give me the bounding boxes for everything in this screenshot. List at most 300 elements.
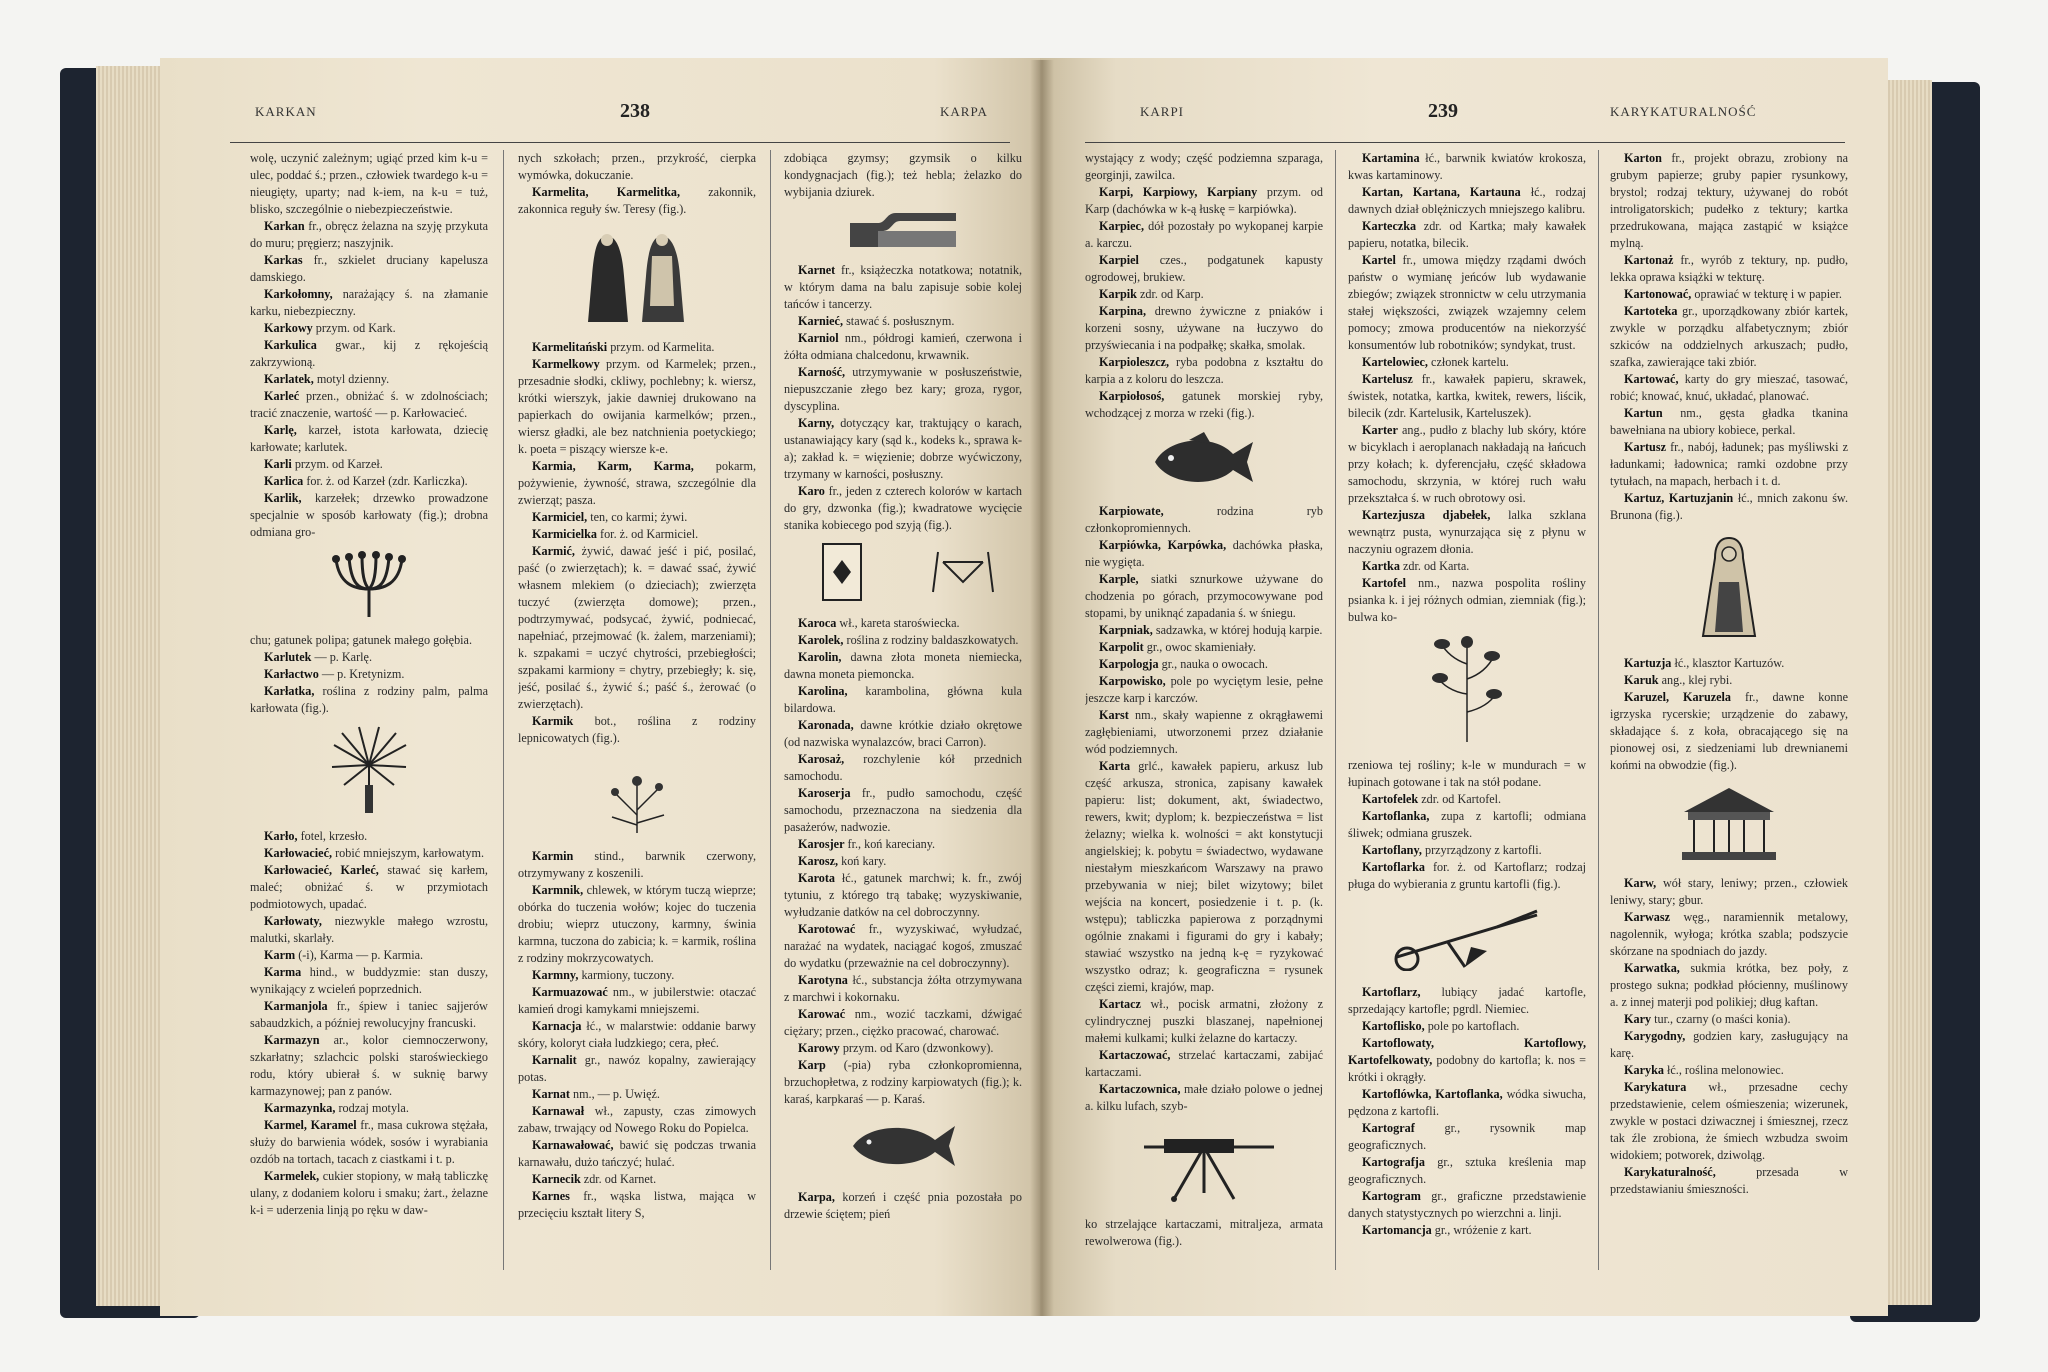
dictionary-entry (1085, 388, 1323, 422)
dictionary-entry (784, 483, 1022, 534)
entry-headword: Karniol (798, 331, 839, 345)
dictionary-entry (250, 371, 488, 388)
dictionary-entry (1348, 1188, 1586, 1222)
entry-headword: Karnawał (532, 1104, 585, 1118)
entry-headword: Karpiówka, Karpówka, (1099, 538, 1227, 552)
page-number: 239 (1428, 100, 1458, 122)
dictionary-entry (784, 785, 1022, 836)
entry-definition: roślina z rodziny palm, palma karłowata (fig.). (250, 684, 488, 715)
entry-definition: fr., wyrób z tektury, np. pudło, lekka oprawa książki w tekturę. (1610, 253, 1848, 284)
entry-headword: Kartoflanka, (1362, 809, 1430, 823)
dictionary-entry (250, 998, 488, 1032)
entry-headword: Karotyna (798, 973, 848, 987)
entry-definition: nm., półdrogi kamień, czerwona i żółta odmiana chalcedonu, krwawnik. (784, 331, 1022, 362)
entry-definition: pole po kartoflach. (1424, 1019, 1520, 1033)
dictionary-entry (1348, 842, 1586, 859)
entry-headword: Karlutek (264, 650, 312, 664)
dictionary-entry (518, 543, 756, 713)
dictionary-entry (1610, 1164, 1848, 1198)
header-rule (1085, 142, 1845, 143)
dictionary-entry (250, 490, 488, 541)
dictionary-entry (1348, 1154, 1586, 1188)
entry-definition: karzełek; drzewko prowadzone specjalnie w sposób karłowaty (fig.); drobna odmiana gro- (250, 491, 488, 539)
entry-headword: Kartuz, Kartuzjanin (1624, 491, 1734, 505)
entry-definition: wł., pocisk armatni, złożony z cylindrycznej puszki blaszanej, napełnionej małemi kulkami; kulki żelazne do kartaczy. (1085, 997, 1323, 1045)
entry-definition: fr., obręcz żelazna na szyję przykuta do muru; pręgierz; naszyjnik. (250, 219, 488, 250)
dictionary-entry (250, 422, 488, 456)
entry-definition: zupa z kartofli; odmiana śliwek; odmiana gruszek. (1348, 809, 1586, 840)
entry-headword: Karpiec, (1099, 219, 1145, 233)
entry-definition: gr., graficzne przedstawienie danych statystycznych po wierzchni a. linji. (1348, 1189, 1586, 1220)
dictionary-entry (1085, 184, 1323, 218)
entry-headword: Karpiel (1099, 253, 1139, 267)
dictionary-entry (250, 683, 488, 717)
entry-definition: gr., uporządkowany zbiór kartek, zwykle w porządku alfabetycznym; zbiór szkiców na oddzielnych arkuszach; pudło, szafka, zawierające taki zbiór. (1610, 304, 1848, 369)
entry-definition: fr., wyzyskiwać, wyłudzać, narażać na wydatek, naciągać kogoś, zmuszać do wydatku (przeważnie na cel dobroczynny). (784, 922, 1022, 970)
dictionary-entry (1085, 503, 1323, 537)
entry-definition: fr., pudło samochodu, część samochodu, przeznaczona na siedzenia dla pasażerów, nadwozie. (784, 786, 1022, 834)
dictionary-entry (1348, 507, 1586, 558)
entry-definition: wł., zapusty, czas zimowych zabaw, trwający od Nowego Roku do Popielca. (518, 1104, 756, 1135)
dictionary-entry (1610, 150, 1848, 252)
dictionary-entry (250, 632, 488, 649)
entry-headword: Karmelitański (532, 340, 608, 354)
entry-headword: Kartan, Kartana, Kartauna (1362, 185, 1521, 199)
entry-headword: Karosjer (798, 837, 845, 851)
entry-definition: grlć., kawałek papieru, arkusz lub część arkusza, stronica, zapisany kawałek papieru: list; dokument, akt, świadectwo, rewers, kwit; dyplom; k. bezpieczeństwa = list żelazny; wielka k. wolności = akt konstytucji angielskiej; k. pobytu = świadectwo, wydawane niestałym mieszkańcom Warszawy na prawo przebywania w niej; bilet wizytowy; bilet wejścia na koncert, posiedzenie i t. p. (k. wstępu); tabliczka papierowa z porządnymi ogólnie znakami i figurami do gry i kabały; stawiać wszystko na jedną k-ę = ryzykować wszystko odraz; k. geograficzna = rysunek części ziemi, krajów, map. (1085, 759, 1323, 994)
entry-definition: siatki sznurkowe używane do chodzenia po górach, przymocowywane pod stopami, by uniknąć zapadania ś. w śniegu. (1085, 572, 1323, 620)
dictionary-entry (784, 836, 1022, 853)
dictionary-entry (1348, 422, 1586, 507)
entry-headword: Kartacz (1099, 997, 1141, 1011)
column-3 (1610, 150, 1848, 1280)
column-rule (1598, 150, 1599, 1270)
dictionary-entry (518, 848, 756, 882)
running-head-right: KARYKATURALNOŚĆ (1610, 104, 1757, 119)
entry-headword: Karotować (798, 922, 856, 936)
dictionary-entry (1610, 875, 1848, 909)
entry-headword: Karpina, (1099, 304, 1147, 318)
entry-definition: — p. Kretynizm. (318, 667, 405, 681)
entry-definition: nm., — p. Uwięź. (569, 1087, 660, 1101)
entry-headword: Karygodny, (1624, 1029, 1686, 1043)
entry-definition: łć., rodzaj dawnych dział oblężniczych mniejszego kalibru. (1348, 185, 1586, 216)
dictionary-entry (1348, 984, 1586, 1018)
entry-headword: Kartelowiec, (1362, 355, 1428, 369)
dictionary-entry (1610, 371, 1848, 405)
entry-definition: gr., nawóz kopalny, zawierający potas. (518, 1053, 756, 1084)
entry-headword: Karłowacieć, (264, 846, 333, 860)
entry-headword: Karkulica (264, 338, 317, 352)
entry-headword: Karpiowate, (1099, 504, 1164, 518)
entry-definition: stind., barwnik czerwony, otrzymywany z koszenili. (518, 849, 756, 880)
entry-headword: Karonada, (798, 718, 854, 732)
entry-definition: gr., nauka o owocach. (1158, 657, 1268, 671)
flower-illustration (518, 755, 756, 840)
entry-definition: zdr. od Kartofel. (1418, 792, 1502, 806)
dictionary-entry (518, 1171, 756, 1188)
molding-illustration (784, 209, 1022, 254)
entry-headword: Karować (798, 1007, 846, 1021)
entry-definition: fr., kawałek papieru, skrawek, świstek, notatka, kartka, kwitek, rewers, liścik, bilecik (zdr. Kartelusik, Karteluszek). (1348, 372, 1586, 420)
entry-definition: pole po wyciętym lesie, pełne jeszcze karp i karczów. (1085, 674, 1323, 705)
gun-illustration (1085, 1123, 1323, 1208)
nuns-illustration (518, 226, 756, 331)
entry-definition: lubiący jadać kartofle, sprzedający kartofle; pgrdl. Niemiec. (1348, 985, 1586, 1016)
entry-headword: Kartofel (1362, 576, 1406, 590)
monk-illustration (1610, 532, 1848, 647)
dictionary-entry (518, 967, 756, 984)
dictionary-entry (1085, 537, 1323, 571)
entry-headword: Kartomancja (1362, 1223, 1432, 1237)
dictionary-entry (1085, 218, 1323, 252)
entry-headword: Karłatka, (264, 684, 315, 698)
entry-definition: for. ż. od Kartoflarz; rodzaj pługa do wybierania z gruntu kartofli (fig.). (1348, 860, 1586, 891)
entry-headword: Kary (1624, 1012, 1652, 1026)
entry-headword: Karmicielka (532, 527, 597, 541)
entry-definition: przyrządzony z kartofli. (1421, 843, 1542, 857)
entry-headword: Karm (264, 948, 296, 962)
dictionary-entry (1610, 689, 1848, 774)
dictionary-entry (1348, 1018, 1586, 1035)
dictionary-entry (784, 921, 1022, 972)
entry-definition: fr., umowa między rządami dwóch państw o wymianę jeńców lub wydawanie zbiegów; związek stronnictw w celu utrzymania stałej większości, związek wzajemny celem pomocy; zmowa producentów na niekorzyść konsumentów lub robotników; syndykat, trust. (1348, 253, 1586, 352)
dictionary-entry (518, 1137, 756, 1171)
entry-headword: Karmny, (532, 968, 579, 982)
dictionary-entry (518, 713, 756, 747)
entry-headword: Karlica (264, 474, 304, 488)
dictionary-entry (1610, 909, 1848, 960)
entry-definition: cukier stopiony, w małą tabliczkę ulany, z dodaniem koloru i smaku; żart., żelazne k-i = uderzenia linją po ręku w daw- (250, 1169, 488, 1217)
dictionary-entry (1610, 303, 1848, 371)
dictionary-entry (518, 526, 756, 543)
entry-headword: Karmazyn (264, 1033, 320, 1047)
dictionary-entry (1610, 286, 1848, 303)
entry-definition: podobny do kartofla; k. nos = krótki i okrągły. (1348, 1053, 1586, 1084)
running-head-left: KARPI (1140, 104, 1185, 119)
entry-headword: Kartować, (1624, 372, 1679, 386)
dictionary-entry (784, 150, 1022, 201)
entry-headword: Kartel (1362, 253, 1396, 267)
entry-definition: niezwykle małego wzrostu, malutki, skarlały. (250, 914, 488, 945)
entry-definition: korzeń i część pnia pozostała po drzewie ściętem; pień (784, 1190, 1022, 1221)
entry-definition: zdr. od Karp. (1136, 287, 1204, 301)
dictionary-entry (1085, 622, 1323, 639)
entry-definition: chlewek, w którym tuczą wieprze; obórka do tuczenia wołów; kojec do tuczenia drobiu; wieprz utuczony, karmny, świnia karmna, tuczona do zabicia; k. = karmik, roślina z rodziny mokrzycowatych. (518, 883, 756, 965)
entry-definition: gr., owoc skamieniały. (1143, 640, 1256, 654)
card-illustration (784, 542, 1022, 607)
entry-headword: Karosz, (798, 854, 839, 868)
entry-definition: przym. od Kark. (312, 321, 396, 335)
entry-headword: Karnecik (532, 1172, 581, 1186)
entry-headword: Karlę, (264, 423, 297, 437)
entry-headword: Karkas (264, 253, 303, 267)
entry-headword: Kartograf (1362, 1121, 1415, 1135)
entry-definition: nych szkołach; przen., przykrość, cierpka wymówka, dokuczanie. (518, 151, 756, 182)
entry-headword: Karnacja (532, 1019, 582, 1033)
entry-definition: łć., barwnik kwiatów krokosza, kwas kartaminowy. (1348, 151, 1586, 182)
dictionary-entry (518, 1188, 756, 1222)
entry-headword: Karmanjola (264, 999, 328, 1013)
entry-headword: Karta (1099, 759, 1131, 773)
entry-headword: Kartofelek (1362, 792, 1419, 806)
left-page (160, 58, 1040, 1316)
entry-headword: Kartoflówka, Kartoflanka, (1362, 1087, 1503, 1101)
entry-definition: wół stary, leniwy; przen., człowiek leniwy, stary; gbur. (1610, 876, 1848, 907)
entry-definition: sadzawka, w której hodują karpie. (1152, 623, 1323, 637)
entry-headword: Karwatka, (1624, 961, 1680, 975)
entry-headword: Karność, (798, 365, 846, 379)
page-number: 238 (620, 100, 650, 122)
entry-definition: łć., roślina melonowiec. (1663, 1063, 1784, 1077)
right-page (1040, 58, 1888, 1316)
entry-definition: rozchylenie kół przednich samochodu. (784, 752, 1022, 783)
dictionary-entry (784, 313, 1022, 330)
dictionary-entry (250, 1032, 488, 1100)
entry-headword: Karnawałować, (532, 1138, 614, 1152)
dictionary-entry (1085, 707, 1323, 758)
entry-headword: Karmelkowy (532, 357, 600, 371)
entry-headword: Karmuazować (532, 985, 608, 999)
entry-headword: Karnes (532, 1189, 570, 1203)
entry-definition: hind., w buddyzmie: stan duszy, wynikający z wcieleń poprzednich. (250, 965, 488, 996)
dictionary-entry (1085, 571, 1323, 622)
dictionary-entry (250, 649, 488, 666)
entry-headword: Kartun (1624, 406, 1663, 420)
dictionary-entry (784, 751, 1022, 785)
dictionary-entry (1348, 575, 1586, 626)
entry-headword: Karlatek, (264, 372, 314, 386)
entry-definition: roślina z rodziny baldaszkowatych. (843, 633, 1019, 647)
dictionary-entry (250, 150, 488, 218)
entry-definition: dotyczący kar, traktujący o karach, ustanawiający kary (sąd k., kodeks k., sprawa k-a); zakład k. = więzienie; dobrze wyćwiczony, trzymany w karności, posłuszny. (784, 416, 1022, 481)
entry-definition: lalka szklana wewnątrz pusta, wynurzająca się z płynu w naczyniu ograzem dłonia. (1348, 508, 1586, 556)
dictionary-entry (250, 218, 488, 252)
dictionary-entry (784, 615, 1022, 632)
entry-definition: narażający ś. na złamanie karku, niebezpieczny. (250, 287, 488, 318)
entry-definition: fr., nabój, ładunek; pas myśliwski z ładunkami; ładownica; ramki ozdobne przy tytułach, na mapach, herbach i t. d. (1610, 440, 1848, 488)
dictionary-entry (250, 862, 488, 913)
column-rule (770, 150, 771, 1270)
entry-headword: Karło, (264, 829, 298, 843)
entry-definition: żywić, dawać jeść i pić, posilać, paść (o zwierzętach); k. = dawać ssać, żywić własnem mlekiem (o dzieciach); zwierzęta tuczyć (zwierzęta domowe); przen., podtrzymywać, podsycać, żywić, podniecać, napełniać, przejmować (k. żalem, marzeniami); k. szpakami = uczyć chytrości, przebiegłości; szpakami karmiony = chytry, przebiegły; k. się, jeść, posilać ś., żywić ś.; paść ś., żerować (o zwierzętach). (518, 544, 756, 711)
column-2 (518, 150, 756, 1280)
entry-definition: (-i), Karma — p. Karmia. (295, 948, 424, 962)
entry-definition: ang., pudło z blachy lub skóry, które w bicyklach i aeroplanach nakładają na łańcuch przy kołach; k. dyferencjału, część składowa samochodu, skrzynia, w której ruch wału przekształca ś. w ruch obrotowy osi. (1348, 423, 1586, 505)
entry-headword: Karma (264, 965, 302, 979)
entry-definition: nm., skały wapienne z okrągławemi zagłębieniami, utworzonemi przez działanie wód podziemnych. (1085, 708, 1323, 756)
entry-definition: fr., projekt obrazu, zrobiony na grubym papierze; gruby papier rysunkowy, brystol; rodzaj tektury, używanej do robót introligatorskich; pudełko z tektury; kartka przedrukowana, mająca zastąpić w książce mylną. (1610, 151, 1848, 250)
dictionary-entry (1610, 439, 1848, 490)
entry-headword: Karnet (798, 263, 836, 277)
dictionary-entry (250, 1100, 488, 1117)
column-rule (503, 150, 504, 1270)
entry-headword: Karteczka (1362, 219, 1417, 233)
entry-definition: for. ż. od Karmiciel. (596, 527, 699, 541)
dictionary-entry (518, 150, 756, 184)
entry-definition: fr., jeden z czterech kolorów w kartach do gry, dzwonka (fig.); kwadratowe wycięcie stanika kobiecego pod szyją (fig.). (784, 484, 1022, 532)
entry-definition: gr., sztuka kreślenia map geograficznych. (1348, 1155, 1586, 1186)
entry-definition: przym. od Karmelek; przen., przesadnie słodki, ckliwy, pochlebny; k. wiersz, krótki wierszyk, jakie dawniej drukowano na papierkach do owijania karmelków; przen., wiersz gładki, ale bez natchnienia poetyckiego; k. poeta = piszący wiersze k-e. (518, 357, 756, 456)
entry-headword: Karuzel, Karuzela (1624, 690, 1732, 704)
entry-definition: rzeniowa tej rośliny; k-le w mundurach = w łupinach gotowane i tak na stół podane. (1348, 758, 1586, 789)
entry-headword: Karłowaty, (264, 914, 322, 928)
dictionary-entry (250, 947, 488, 964)
dictionary-entry (1085, 1081, 1323, 1115)
entry-headword: Karuk (1624, 673, 1659, 687)
entry-headword: Karpioleszcz, (1099, 355, 1170, 369)
entry-definition: łć., substancja żółta otrzymywana z marchwi i kokornaku. (784, 973, 1022, 1004)
dictionary-entry (1085, 1047, 1323, 1081)
entry-definition: wł., przesadne cechy przedstawienie, celem ośmieszenia; wizerunek, zwykle w postaci dziwacznej i śmiesznej, rzecz tak źle zrobiona, że śmiech wzbudza swoim widokiem; potworek, dziwoląg. (1610, 1080, 1848, 1162)
dictionary-entry (518, 339, 756, 356)
entry-headword: Karkowy (264, 321, 313, 335)
entry-headword: Karny, (798, 416, 835, 430)
dictionary-entry (250, 286, 488, 320)
entry-headword: Karli (264, 457, 292, 471)
entry-headword: Karnat (532, 1087, 570, 1101)
tree-illustration (250, 549, 488, 624)
entry-definition: fr., masa cukrowa stężała, służy do barwienia wódek, sosów i wyrabiania ozdób na tortach, tacach z ciastkami i t. p. (250, 1118, 488, 1166)
dictionary-entry (250, 913, 488, 947)
entry-headword: Kartonaż (1624, 253, 1674, 267)
entry-headword: Karnalit (532, 1053, 577, 1067)
dictionary-entry (1085, 286, 1323, 303)
entry-headword: Kartuzja (1624, 656, 1672, 670)
entry-headword: Karosaż, (798, 752, 845, 766)
entry-definition: wł., kareta staroświecka. (836, 616, 960, 630)
entry-headword: Karolin, (798, 650, 842, 664)
entry-headword: Karpologja (1099, 657, 1159, 671)
entry-headword: Karpniak, (1099, 623, 1153, 637)
entry-headword: Karmiciel, (532, 510, 588, 524)
entry-headword: Karw, (1624, 876, 1657, 890)
entry-definition: przym. od Karzeł. (291, 457, 383, 471)
dictionary-entry (784, 632, 1022, 649)
entry-definition: węg., naramiennik metalowy, nagolennik, wyłoga; krótka szabla; podszycie skórzane na spodniach do jazdy. (1610, 910, 1848, 958)
entry-headword: Karpiołosoś, (1099, 389, 1165, 403)
entry-definition: fr., koń kareciany. (844, 837, 936, 851)
entry-headword: Karpik (1099, 287, 1137, 301)
entry-headword: Kartoflany, (1362, 843, 1422, 857)
dictionary-entry (1610, 960, 1848, 1011)
running-head-left: KARKAN (255, 104, 317, 119)
entry-headword: Karolek, (798, 633, 844, 647)
entry-definition: robić mniejszym, karłowatym. (332, 846, 485, 860)
carousel-illustration (1610, 782, 1848, 867)
entry-definition: gr., wróżenie z kart. (1431, 1223, 1532, 1237)
dictionary-entry (1348, 1035, 1586, 1086)
dictionary-entry (784, 870, 1022, 921)
dictionary-entry (784, 853, 1022, 870)
dictionary-entry (250, 337, 488, 371)
dictionary-entry (1610, 655, 1848, 672)
dictionary-entry (250, 473, 488, 490)
dictionary-entry (518, 509, 756, 526)
book-gutter (1030, 60, 1054, 1316)
entry-definition: ko strzelające kartaczami, mitraljeza, armata rewolwerowa (fig.). (1085, 1217, 1323, 1248)
entry-definition: zdr. od Karta. (1399, 559, 1470, 573)
entry-headword: Karykaturalność, (1624, 1165, 1716, 1179)
entry-definition: nm., gęsta gładka tkanina bawełniana na ubiory kobiece, perkal. (1610, 406, 1848, 437)
entry-definition: nm., wozić taczkami, dźwigać ciężary; przen., ciężko pracować, charować. (784, 1007, 1022, 1038)
dictionary-entry (518, 1086, 756, 1103)
entry-definition: członek kartelu. (1427, 355, 1509, 369)
entry-definition: ryba podobna z kształtu do karpia a z koloru do leszcza. (1085, 355, 1323, 386)
entry-definition: dawne krótkie działo okrętowe (od nazwiska wynalazców, braci Carron). (784, 718, 1022, 749)
dictionary-entry (1348, 218, 1586, 252)
entry-definition: stawać ś. posłusznym. (843, 314, 955, 328)
dictionary-entry (784, 1006, 1022, 1040)
entry-headword: Karpa, (798, 1190, 835, 1204)
entry-definition: karty do gry mieszać, tasować, robić; knować, knuć, układać, planować. (1610, 372, 1848, 403)
dictionary-entry (784, 1057, 1022, 1108)
dictionary-entry (1348, 354, 1586, 371)
dictionary-entry (784, 683, 1022, 717)
entry-definition: gatunek morskiej ryby, wchodzącej z morza w rzeki (fig.). (1085, 389, 1323, 420)
dictionary-entry (518, 1103, 756, 1137)
entry-headword: Kartka (1362, 559, 1400, 573)
dictionary-entry (518, 1052, 756, 1086)
entry-definition: karzeł, istota karłowata, dziecię karłowate; karlutek. (250, 423, 488, 454)
entry-headword: Karmin (532, 849, 574, 863)
entry-definition: ar., kolor ciemnoczerwony, szkarłatny; szlachcic polski staroświeckiego rodu, który ubierał ś. w suknię barwy karmazynowej; pan z panów. (250, 1033, 488, 1098)
entry-headword: Karmelita, Karmelitka, (532, 185, 681, 199)
entry-definition: fr., książeczka notatkowa; notatnik, w którym dama na balu zapisuje sobie kolej tańców i tancerzy. (784, 263, 1022, 311)
palm-illustration (250, 725, 488, 820)
dictionary-entry (1348, 808, 1586, 842)
dictionary-entry (250, 388, 488, 422)
entry-definition: pokarm, pożywienie, żywność, strawa, szczególnie dla zwierząt; pasza. (518, 459, 756, 507)
entry-definition: karambolina, główna kula bilardowa. (784, 684, 1022, 715)
entry-headword: Kartaczownica, (1099, 1082, 1181, 1096)
entry-definition: dół pozostały po wykopanej karpie a. karczu. (1085, 219, 1323, 250)
entry-definition: zakonnik, zakonnica reguły św. Teresy (fig.). (518, 185, 756, 216)
entry-headword: Karkan (264, 219, 305, 233)
dictionary-entry (250, 666, 488, 683)
entry-definition: motyl dzienny. (313, 372, 390, 386)
entry-definition: stawać się karłem, maleć; obniżać ś. w przymiotach podmiotowych, upadać. (250, 863, 488, 911)
entry-definition: łć., w malarstwie: oddanie barwy skóry, koloryt ciała ludzkiego; cera, płeć. (518, 1019, 756, 1050)
dictionary-entry (1348, 150, 1586, 184)
dictionary-entry (250, 252, 488, 286)
entry-headword: Karłowacieć, Karleć, (264, 863, 379, 877)
entry-headword: Karmik (532, 714, 574, 728)
entry-headword: Kartusz (1624, 440, 1666, 454)
entry-definition: przym. od Karp (dachówka w k-ą łuskę = karpiówka). (1085, 185, 1323, 216)
dictionary-entry (1348, 1222, 1586, 1239)
dictionary-entry (1610, 405, 1848, 439)
entry-headword: Karmazynka, (264, 1101, 336, 1115)
entry-definition: oprawiać w tekturę i w papier. (1691, 287, 1842, 301)
entry-definition: tur., czarny (o maści konia). (1651, 1012, 1791, 1026)
dictionary-entry (784, 364, 1022, 415)
entry-definition: zdr. od Kartka; mały kawałek papieru, notatka, bilecik. (1348, 219, 1586, 250)
dictionary-entry (1348, 1120, 1586, 1154)
entry-headword: Karpolit (1099, 640, 1144, 654)
entry-definition: fr., szkielet druciany kapelusza damskiego. (250, 253, 488, 284)
entry-headword: Kartoflisko, (1362, 1019, 1425, 1033)
entry-definition: karmiony, tuczony. (578, 968, 675, 982)
dictionary-entry (784, 262, 1022, 313)
dictionary-entry (1085, 996, 1323, 1047)
entry-definition: fr., wąska listwa, mająca w przecięciu kształt litery S, (518, 1189, 756, 1220)
entry-headword: Karmnik, (532, 883, 584, 897)
dictionary-entry (1085, 758, 1323, 996)
column-2 (1348, 150, 1586, 1280)
entry-definition: zdobiąca gzymsy; gzymsik o kilku kondygnacjach (fig.); też hebla; żelazko do wybijania dziurek. (784, 151, 1022, 199)
dictionary-entry (250, 1168, 488, 1219)
